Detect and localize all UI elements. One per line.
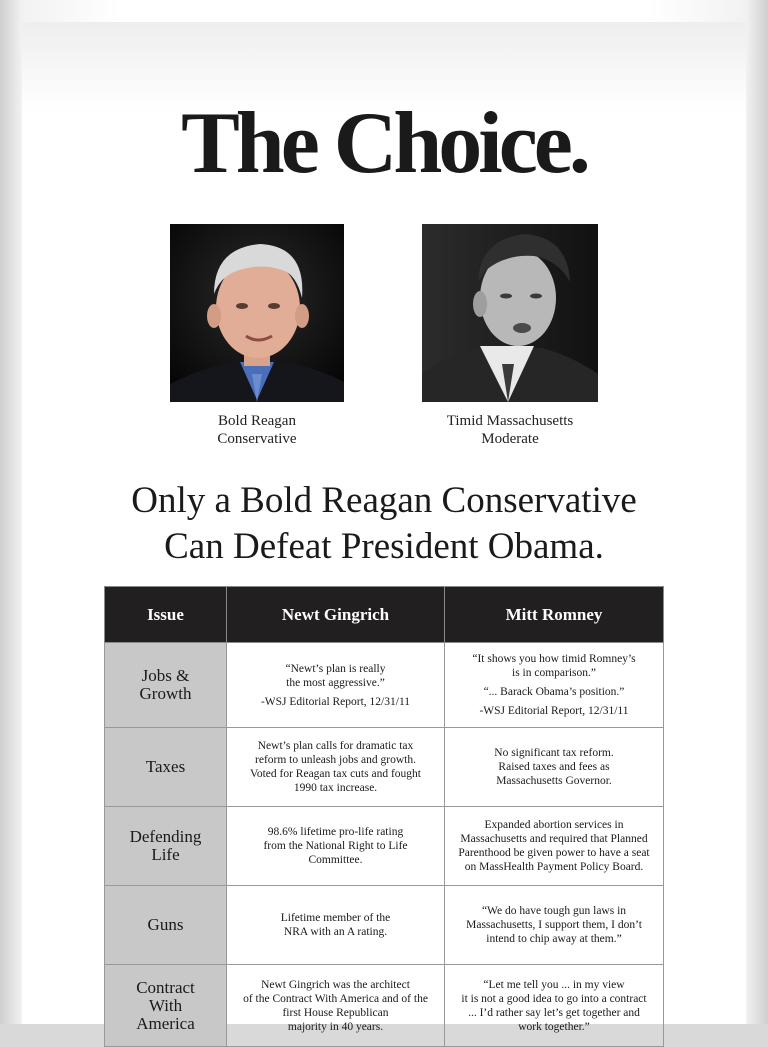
cell-line: Voted for Reagan tax cuts and fought [250,768,421,780]
issue-line: Defending [129,827,202,846]
headline-line-2: Can Defeat President Obama. [164,526,604,567]
cell-line: 98.6% lifetime pro-life rating [267,826,404,838]
cell-line: Newt Gingrich was the architect [261,978,410,991]
cell-line: majority in 40 years. [287,1020,384,1033]
issue-cell [105,728,227,807]
table-header-row [105,587,664,643]
issue-cell [105,886,227,965]
romney-cell [445,807,664,886]
cell-line: first House Republican [282,1006,389,1019]
cell-line: of the Contract With America and of the [243,992,428,1005]
issue-line: With [148,995,183,1015]
romney-cell [445,643,664,728]
issue-line: Jobs & [141,666,190,685]
cell-line: 1990 tax increase. [293,782,378,794]
romney-caption [400,412,620,448]
issue-cell [105,965,227,1047]
caption-line: Moderate [481,431,539,447]
cell-line: from the National Right to Life [263,840,408,852]
issue-line: America [136,1013,195,1033]
issue-cell [105,643,227,728]
cell-line: Massachusetts Governor. [496,775,612,787]
gingrich-cell [227,807,445,886]
cell-line: work together.” [518,1020,590,1033]
gingrich-cell [227,886,445,965]
caption-line: Bold Reagan [218,413,296,429]
cell-line: Lifetime member of the [280,912,391,924]
cell-line: “It shows you how timid Romney’s [472,653,636,665]
issue-line: Guns [147,915,184,934]
issue-line: Taxes [145,757,186,776]
cell-line: the most aggressive.” [286,676,385,689]
issue-line: Life [151,845,180,864]
issue-line: Contract [136,977,195,997]
issue-line: Growth [139,684,192,703]
gingrich-caption [147,412,367,448]
table-row [105,886,664,965]
header-romney: Mitt Romney [445,587,664,643]
caption-line: Timid Massachusetts [446,413,574,429]
cell-line: Expanded abortion services in [484,819,624,831]
headline-line-1: Only a Bold Reagan Conservative [131,480,637,521]
cell-line: “We do have tough gun laws in [481,905,627,917]
cell-line: No significant tax reform. [494,747,614,759]
cell-line: Newt’s plan calls for dramatic tax [257,740,414,752]
cell-line: is in comparison.” [512,667,596,679]
cell-line: Massachusetts, I support them, I don’t [466,919,642,931]
ad-title: The Choice. [181,95,587,192]
romney-cell [445,965,664,1047]
cell-line: “Newt’s plan is really [285,662,386,675]
table-row [105,965,664,1047]
gingrich-cell [227,643,445,728]
cell-line: on MassHealth Payment Policy Board. [464,861,644,873]
header-gingrich: Newt Gingrich [227,587,445,643]
cell-line: NRA with an A rating. [283,926,388,938]
romney-cell [445,728,664,807]
cell-line: -WSJ Editorial Report, 12/31/11 [260,695,411,708]
issue-cell [105,807,227,886]
cell-line: Committee. [308,854,363,866]
gingrich-photo [170,224,344,402]
table-row [105,807,664,886]
table-row [105,728,664,807]
cell-line: “... Barack Obama’s position.” [483,686,625,698]
table-row [105,643,664,728]
cell-line: ... I’d rather say let’s get together and [468,1006,640,1019]
romney-photo [422,224,598,402]
cell-line: reform to unleash jobs and growth. [255,754,416,766]
cell-line: it is not a good idea to go into a contract [461,992,647,1005]
cell-line: “Let me tell you ... in my view [483,978,625,991]
gingrich-cell [227,728,445,807]
cell-line: intend to chip away at them.” [486,933,622,945]
romney-cell [445,886,664,965]
header-issue: Issue [105,587,227,643]
cell-line: Parenthood be given power to have a seat [458,847,650,859]
gingrich-cell [227,965,445,1047]
cell-line: -WSJ Editorial Report, 12/31/11 [479,705,629,717]
cell-line: Massachusetts and required that Planned [460,833,648,845]
cell-line: Raised taxes and fees as [498,761,610,773]
caption-line: Conservative [217,431,297,447]
ad-sheet [22,22,746,1033]
comparison-table [104,586,664,1047]
headline [22,478,746,570]
